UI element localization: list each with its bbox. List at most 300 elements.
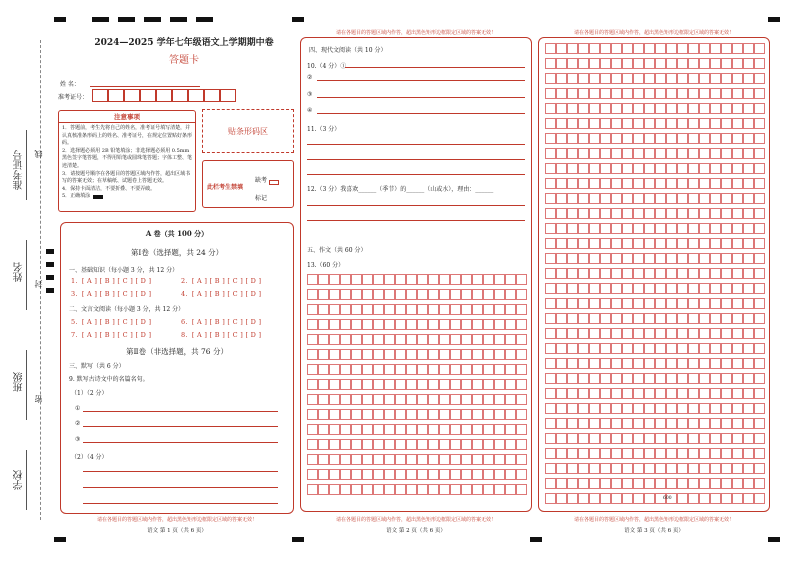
grid-cell[interactable] <box>578 193 589 204</box>
grid-cell[interactable] <box>732 238 743 249</box>
grid-cell[interactable] <box>666 118 677 129</box>
grid-cell[interactable] <box>406 304 417 315</box>
grid-cell[interactable] <box>351 274 362 285</box>
grid-cell[interactable] <box>699 418 710 429</box>
grid-cell[interactable] <box>578 298 589 309</box>
grid-cell[interactable] <box>710 103 721 114</box>
grid-cell[interactable] <box>754 403 765 414</box>
grid-cell[interactable] <box>622 88 633 99</box>
grid-cell[interactable] <box>600 133 611 144</box>
grid-cell[interactable] <box>743 373 754 384</box>
grid-cell[interactable] <box>710 163 721 174</box>
grid-cell[interactable] <box>677 298 688 309</box>
grid-cell[interactable] <box>516 319 527 330</box>
grid-cell[interactable] <box>732 43 743 54</box>
grid-cell[interactable] <box>483 394 494 405</box>
grid-cell[interactable] <box>743 73 754 84</box>
answer-line[interactable] <box>317 113 525 114</box>
grid-cell[interactable] <box>329 274 340 285</box>
grid-cell[interactable] <box>567 418 578 429</box>
grid-cell[interactable] <box>472 319 483 330</box>
grid-cell[interactable] <box>384 394 395 405</box>
grid-cell[interactable] <box>556 418 567 429</box>
grid-cell[interactable] <box>439 379 450 390</box>
grid-cell[interactable] <box>578 388 589 399</box>
grid-cell[interactable] <box>417 469 428 480</box>
grid-cell[interactable] <box>677 88 688 99</box>
grid-cell[interactable] <box>384 304 395 315</box>
grid-cell[interactable] <box>516 304 527 315</box>
grid-cell[interactable] <box>743 433 754 444</box>
grid-cell[interactable] <box>666 478 677 489</box>
grid-cell[interactable] <box>655 388 666 399</box>
grid-cell[interactable] <box>472 334 483 345</box>
grid-cell[interactable] <box>483 274 494 285</box>
grid-cell[interactable] <box>483 334 494 345</box>
grid-cell[interactable] <box>644 163 655 174</box>
grid-cell[interactable] <box>600 328 611 339</box>
grid-cell[interactable] <box>340 319 351 330</box>
grid-cell[interactable] <box>611 58 622 69</box>
grid-cell[interactable] <box>351 469 362 480</box>
grid-cell[interactable] <box>721 478 732 489</box>
grid-cell[interactable] <box>622 178 633 189</box>
options-q3[interactable]: [ A ] [ B ] [ C ] [ D ] <box>81 290 152 298</box>
grid-cell[interactable] <box>677 223 688 234</box>
grid-cell[interactable] <box>600 253 611 264</box>
grid-cell[interactable] <box>666 358 677 369</box>
grid-cell[interactable] <box>589 418 600 429</box>
grid-cell[interactable] <box>644 208 655 219</box>
grid-cell[interactable] <box>395 349 406 360</box>
grid-cell[interactable] <box>439 289 450 300</box>
grid-cell[interactable] <box>677 313 688 324</box>
grid-cell[interactable] <box>611 283 622 294</box>
grid-cell[interactable] <box>406 379 417 390</box>
grid-cell[interactable] <box>428 319 439 330</box>
grid-cell[interactable] <box>340 484 351 495</box>
grid-cell[interactable] <box>644 493 655 504</box>
grid-cell[interactable] <box>351 319 362 330</box>
grid-cell[interactable] <box>545 133 556 144</box>
grid-cell[interactable] <box>644 58 655 69</box>
grid-cell[interactable] <box>666 283 677 294</box>
grid-cell[interactable] <box>340 364 351 375</box>
grid-cell[interactable] <box>688 493 699 504</box>
grid-cell[interactable] <box>307 319 318 330</box>
grid-cell[interactable] <box>329 349 340 360</box>
grid-cell[interactable] <box>578 223 589 234</box>
grid-cell[interactable] <box>351 424 362 435</box>
grid-cell[interactable] <box>395 424 406 435</box>
grid-cell[interactable] <box>611 478 622 489</box>
grid-cell[interactable] <box>622 328 633 339</box>
answer-row[interactable] <box>71 331 151 339</box>
answer-line[interactable] <box>83 426 278 427</box>
grid-cell[interactable] <box>710 328 721 339</box>
grid-cell[interactable] <box>732 268 743 279</box>
grid-cell[interactable] <box>505 379 516 390</box>
grid-cell[interactable] <box>545 238 556 249</box>
grid-cell[interactable] <box>318 364 329 375</box>
grid-cell[interactable] <box>611 433 622 444</box>
grid-cell[interactable] <box>505 469 516 480</box>
grid-cell[interactable] <box>677 418 688 429</box>
grid-cell[interactable] <box>373 304 384 315</box>
grid-cell[interactable] <box>644 268 655 279</box>
grid-cell[interactable] <box>428 334 439 345</box>
grid-cell[interactable] <box>622 373 633 384</box>
grid-cell[interactable] <box>743 253 754 264</box>
grid-cell[interactable] <box>556 268 567 279</box>
grid-cell[interactable] <box>556 118 567 129</box>
grid-cell[interactable] <box>567 43 578 54</box>
grid-cell[interactable] <box>472 424 483 435</box>
grid-cell[interactable] <box>699 343 710 354</box>
grid-cell[interactable] <box>567 313 578 324</box>
grid-cell[interactable] <box>505 364 516 375</box>
grid-cell[interactable] <box>428 409 439 420</box>
grid-cell[interactable] <box>655 328 666 339</box>
grid-cell[interactable] <box>505 394 516 405</box>
grid-cell[interactable] <box>655 193 666 204</box>
grid-cell[interactable] <box>494 424 505 435</box>
grid-cell[interactable] <box>494 484 505 495</box>
grid-cell[interactable] <box>721 103 732 114</box>
grid-cell[interactable] <box>699 478 710 489</box>
grid-cell[interactable] <box>710 208 721 219</box>
grid-cell[interactable] <box>329 319 340 330</box>
grid-cell[interactable] <box>428 454 439 465</box>
grid-cell[interactable] <box>743 358 754 369</box>
grid-cell[interactable] <box>655 298 666 309</box>
grid-cell[interactable] <box>483 379 494 390</box>
grid-cell[interactable] <box>439 394 450 405</box>
grid-cell[interactable] <box>743 478 754 489</box>
grid-cell[interactable] <box>666 463 677 474</box>
grid-cell[interactable] <box>556 208 567 219</box>
grid-cell[interactable] <box>710 448 721 459</box>
answer-line[interactable] <box>83 411 278 412</box>
grid-cell[interactable] <box>721 88 732 99</box>
grid-cell[interactable] <box>417 394 428 405</box>
grid-cell[interactable] <box>699 43 710 54</box>
grid-cell[interactable] <box>611 388 622 399</box>
grid-cell[interactable] <box>743 268 754 279</box>
options-q5[interactable]: [ A ] [ B ] [ C ] [ D ] <box>81 318 152 326</box>
grid-cell[interactable] <box>721 148 732 159</box>
grid-cell[interactable] <box>450 274 461 285</box>
grid-cell[interactable] <box>743 208 754 219</box>
grid-cell[interactable] <box>732 103 743 114</box>
grid-cell[interactable] <box>710 178 721 189</box>
grid-cell[interactable] <box>600 343 611 354</box>
grid-cell[interactable] <box>395 334 406 345</box>
grid-cell[interactable] <box>307 439 318 450</box>
options-q7[interactable]: [ A ] [ B ] [ C ] [ D ] <box>81 331 152 339</box>
grid-cell[interactable] <box>655 418 666 429</box>
grid-cell[interactable] <box>611 418 622 429</box>
grid-cell[interactable] <box>743 418 754 429</box>
grid-cell[interactable] <box>483 424 494 435</box>
grid-cell[interactable] <box>545 433 556 444</box>
grid-cell[interactable] <box>633 343 644 354</box>
grid-cell[interactable] <box>351 454 362 465</box>
grid-cell[interactable] <box>329 484 340 495</box>
grid-cell[interactable] <box>721 283 732 294</box>
grid-cell[interactable] <box>677 43 688 54</box>
grid-cell[interactable] <box>461 454 472 465</box>
grid-cell[interactable] <box>743 313 754 324</box>
grid-cell[interactable] <box>505 439 516 450</box>
grid-cell[interactable] <box>611 133 622 144</box>
grid-cell[interactable] <box>340 379 351 390</box>
grid-cell[interactable] <box>699 193 710 204</box>
grid-cell[interactable] <box>567 88 578 99</box>
grid-cell[interactable] <box>633 43 644 54</box>
id-box[interactable] <box>140 89 156 102</box>
grid-cell[interactable] <box>655 283 666 294</box>
grid-cell[interactable] <box>505 334 516 345</box>
grid-cell[interactable] <box>373 484 384 495</box>
grid-cell[interactable] <box>373 319 384 330</box>
grid-cell[interactable] <box>721 58 732 69</box>
grid-cell[interactable] <box>472 394 483 405</box>
grid-cell[interactable] <box>721 373 732 384</box>
grid-cell[interactable] <box>600 238 611 249</box>
answer-line[interactable] <box>83 503 278 504</box>
grid-cell[interactable] <box>578 148 589 159</box>
grid-cell[interactable] <box>373 439 384 450</box>
grid-cell[interactable] <box>666 148 677 159</box>
answer-line[interactable] <box>307 159 525 160</box>
grid-cell[interactable] <box>666 343 677 354</box>
grid-cell[interactable] <box>699 118 710 129</box>
grid-cell[interactable] <box>428 364 439 375</box>
grid-cell[interactable] <box>417 454 428 465</box>
grid-cell[interactable] <box>666 163 677 174</box>
grid-cell[interactable] <box>754 148 765 159</box>
grid-cell[interactable] <box>721 388 732 399</box>
grid-cell[interactable] <box>699 148 710 159</box>
answer-line[interactable] <box>317 80 525 81</box>
grid-cell[interactable] <box>578 133 589 144</box>
grid-cell[interactable] <box>472 289 483 300</box>
grid-cell[interactable] <box>688 373 699 384</box>
grid-cell[interactable] <box>417 289 428 300</box>
grid-cell[interactable] <box>362 484 373 495</box>
grid-cell[interactable] <box>384 319 395 330</box>
grid-cell[interactable] <box>589 298 600 309</box>
grid-cell[interactable] <box>721 118 732 129</box>
grid-cell[interactable] <box>732 223 743 234</box>
grid-cell[interactable] <box>710 358 721 369</box>
grid-cell[interactable] <box>688 343 699 354</box>
grid-cell[interactable] <box>483 304 494 315</box>
grid-cell[interactable] <box>655 268 666 279</box>
grid-cell[interactable] <box>699 403 710 414</box>
grid-cell[interactable] <box>340 469 351 480</box>
grid-cell[interactable] <box>600 103 611 114</box>
grid-cell[interactable] <box>600 283 611 294</box>
answer-row[interactable] <box>181 318 261 326</box>
grid-cell[interactable] <box>362 469 373 480</box>
grid-cell[interactable] <box>556 73 567 84</box>
grid-cell[interactable] <box>611 253 622 264</box>
grid-cell[interactable] <box>633 418 644 429</box>
grid-cell[interactable] <box>677 163 688 174</box>
grid-cell[interactable] <box>545 223 556 234</box>
grid-cell[interactable] <box>329 454 340 465</box>
grid-cell[interactable] <box>710 373 721 384</box>
grid-cell[interactable] <box>699 268 710 279</box>
grid-cell[interactable] <box>600 418 611 429</box>
grid-cell[interactable] <box>307 394 318 405</box>
grid-cell[interactable] <box>666 103 677 114</box>
grid-cell[interactable] <box>318 349 329 360</box>
grid-cell[interactable] <box>732 388 743 399</box>
grid-cell[interactable] <box>732 118 743 129</box>
grid-cell[interactable] <box>439 409 450 420</box>
grid-cell[interactable] <box>428 274 439 285</box>
grid-cell[interactable] <box>732 358 743 369</box>
grid-cell[interactable] <box>688 403 699 414</box>
grid-cell[interactable] <box>329 394 340 405</box>
grid-cell[interactable] <box>688 433 699 444</box>
grid-cell[interactable] <box>406 409 417 420</box>
grid-cell[interactable] <box>721 403 732 414</box>
grid-cell[interactable] <box>677 238 688 249</box>
grid-cell[interactable] <box>677 253 688 264</box>
grid-cell[interactable] <box>329 364 340 375</box>
grid-cell[interactable] <box>644 178 655 189</box>
grid-cell[interactable] <box>406 274 417 285</box>
grid-cell[interactable] <box>428 349 439 360</box>
grid-cell[interactable] <box>622 253 633 264</box>
grid-cell[interactable] <box>622 238 633 249</box>
grid-cell[interactable] <box>754 238 765 249</box>
grid-cell[interactable] <box>611 328 622 339</box>
grid-cell[interactable] <box>754 178 765 189</box>
grid-cell[interactable] <box>589 118 600 129</box>
grid-cell[interactable] <box>732 163 743 174</box>
grid-cell[interactable] <box>611 298 622 309</box>
grid-cell[interactable] <box>556 163 567 174</box>
grid-cell[interactable] <box>494 289 505 300</box>
grid-cell[interactable] <box>439 334 450 345</box>
answer-line[interactable] <box>317 97 525 98</box>
grid-cell[interactable] <box>644 148 655 159</box>
grid-cell[interactable] <box>589 163 600 174</box>
grid-cell[interactable] <box>721 43 732 54</box>
grid-cell[interactable] <box>710 43 721 54</box>
grid-cell[interactable] <box>556 283 567 294</box>
grid-cell[interactable] <box>699 373 710 384</box>
options-q6[interactable]: [ A ] [ B ] [ C ] [ D ] <box>191 318 262 326</box>
grid-cell[interactable] <box>439 424 450 435</box>
grid-cell[interactable] <box>556 433 567 444</box>
grid-cell[interactable] <box>395 304 406 315</box>
grid-cell[interactable] <box>505 454 516 465</box>
answer-row[interactable] <box>71 277 151 285</box>
grid-cell[interactable] <box>688 238 699 249</box>
id-box[interactable] <box>156 89 172 102</box>
grid-cell[interactable] <box>622 133 633 144</box>
grid-cell[interactable] <box>556 178 567 189</box>
grid-cell[interactable] <box>699 58 710 69</box>
grid-cell[interactable] <box>677 268 688 279</box>
grid-cell[interactable] <box>732 208 743 219</box>
grid-cell[interactable] <box>622 268 633 279</box>
grid-cell[interactable] <box>743 238 754 249</box>
grid-cell[interactable] <box>417 349 428 360</box>
grid-cell[interactable] <box>666 253 677 264</box>
grid-cell[interactable] <box>677 148 688 159</box>
grid-cell[interactable] <box>494 319 505 330</box>
grid-cell[interactable] <box>545 463 556 474</box>
grid-cell[interactable] <box>450 439 461 450</box>
grid-cell[interactable] <box>743 103 754 114</box>
grid-cell[interactable] <box>395 484 406 495</box>
grid-cell[interactable] <box>384 364 395 375</box>
grid-cell[interactable] <box>428 379 439 390</box>
grid-cell[interactable] <box>754 163 765 174</box>
grid-cell[interactable] <box>516 439 527 450</box>
grid-cell[interactable] <box>644 133 655 144</box>
grid-cell[interactable] <box>611 193 622 204</box>
grid-cell[interactable] <box>688 298 699 309</box>
grid-cell[interactable] <box>677 493 688 504</box>
grid-cell[interactable] <box>644 193 655 204</box>
grid-cell[interactable] <box>754 88 765 99</box>
answer-line[interactable] <box>307 174 525 175</box>
grid-cell[interactable] <box>567 343 578 354</box>
grid-cell[interactable] <box>699 163 710 174</box>
grid-cell[interactable] <box>655 403 666 414</box>
grid-cell[interactable] <box>439 304 450 315</box>
grid-cell[interactable] <box>622 103 633 114</box>
grid-cell[interactable] <box>505 319 516 330</box>
grid-cell[interactable] <box>545 73 556 84</box>
grid-cell[interactable] <box>754 463 765 474</box>
grid-cell[interactable] <box>754 268 765 279</box>
answer-row[interactable] <box>181 331 261 339</box>
grid-cell[interactable] <box>688 193 699 204</box>
grid-cell[interactable] <box>556 403 567 414</box>
grid-cell[interactable] <box>644 88 655 99</box>
grid-cell[interactable] <box>688 358 699 369</box>
grid-cell[interactable] <box>699 388 710 399</box>
grid-cell[interactable] <box>710 388 721 399</box>
grid-cell[interactable] <box>600 148 611 159</box>
grid-cell[interactable] <box>578 463 589 474</box>
grid-cell[interactable] <box>450 454 461 465</box>
grid-cell[interactable] <box>600 73 611 84</box>
answer-line[interactable] <box>83 471 278 472</box>
grid-cell[interactable] <box>644 448 655 459</box>
grid-cell[interactable] <box>633 178 644 189</box>
grid-cell[interactable] <box>732 58 743 69</box>
grid-cell[interactable] <box>633 448 644 459</box>
grid-cell[interactable] <box>461 394 472 405</box>
grid-cell[interactable] <box>567 223 578 234</box>
grid-cell[interactable] <box>567 133 578 144</box>
grid-cell[interactable] <box>655 253 666 264</box>
grid-cell[interactable] <box>406 364 417 375</box>
grid-cell[interactable] <box>677 448 688 459</box>
grid-cell[interactable] <box>699 238 710 249</box>
grid-cell[interactable] <box>655 223 666 234</box>
